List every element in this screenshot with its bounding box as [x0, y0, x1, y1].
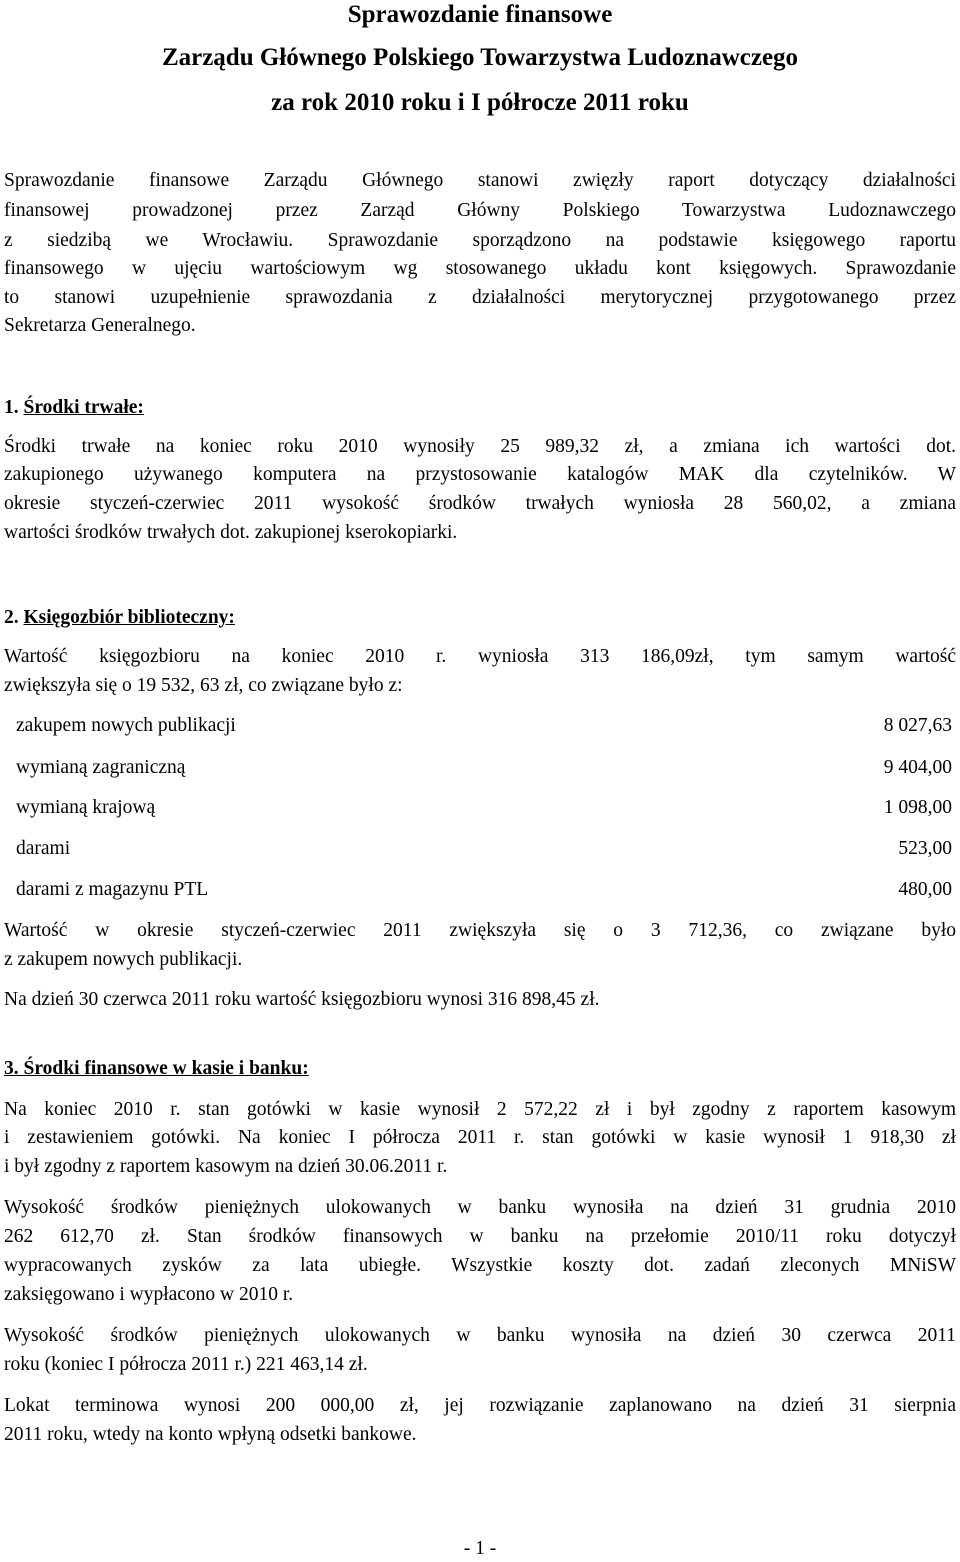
section-2-after-line: Wartość w okresie styczeń-czerwiec 2011 zwiększyła się o 3 712,36, co związane było — [4, 920, 956, 941]
section-2-after-line: z zakupem nowych publikacji. — [4, 949, 243, 970]
section-3-line: wypracowanych zysków za lata ubiegłe. Wszystkie koszty dot. zadań zleconych MNiSW — [4, 1255, 956, 1276]
section-3-line: zaksięgowano i wypłacono w 2010 r. — [4, 1284, 294, 1305]
item-value: 8 027,63 — [883, 715, 952, 736]
book-value-item — [16, 836, 952, 862]
section-3-line: Wysokość środków pieniężnych ulokowanych w banku wynosiła na dzień 30 czerwca 2011 — [4, 1325, 956, 1346]
section-3-line: 2011 roku, wtedy na konto wpłyną odsetki bankowe. — [4, 1424, 417, 1445]
section-3-line: roku (koniec I półrocza 2011 r.) 221 463,14 zł. — [4, 1354, 368, 1375]
section-1-heading — [4, 396, 144, 420]
section-2-line: zwiększyła się o 19 532, 63 zł, co związane było z: — [4, 675, 403, 696]
section-1-number: 1. — [4, 397, 19, 418]
section-2-summary: Na dzień 30 czerwca 2011 roku wartość księgozbioru wynosi 316 898,45 zł. — [4, 989, 600, 1010]
section-3-line: 262 612,70 zł. Stan środków finansowych w banku na przełomie 2010/11 roku dotyczył — [4, 1226, 956, 1247]
section-3-line: Wysokość środków pieniężnych ulokowanych w banku wynosiła na dzień 31 grudnia 2010 — [4, 1197, 956, 1218]
item-label: wymianą zagraniczną — [16, 757, 186, 778]
item-label: wymianą krajową — [16, 797, 156, 818]
section-2-heading — [4, 606, 235, 630]
intro-line: Sekretarza Generalnego. — [4, 315, 196, 336]
section-1-title: Środki trwałe: — [23, 397, 144, 418]
section-1-line: Środki trwałe na koniec roku 2010 wynosiły 25 989,32 zł, a zmiana ich wartości dot. — [4, 436, 956, 457]
item-value: 1 098,00 — [883, 797, 952, 818]
book-value-item — [16, 877, 952, 903]
book-value-item — [16, 755, 952, 781]
section-3-line: i zestawieniem gotówki. Na koniec I półrocza 2011 r. stan gotówki w kasie wynosił 1 918,30 zł — [4, 1127, 956, 1148]
document-title-line-2: Zarządu Głównego Polskiego Towarzystwa Ludoznawczego — [161, 44, 799, 71]
item-value: 523,00 — [898, 838, 952, 859]
section-3-line: Na koniec 2010 r. stan gotówki w kasie wynosił 2 572,22 zł i był zgodny z raportem kasowym — [4, 1099, 956, 1120]
document-title-line-1: Sprawozdanie finansowe — [347, 1, 613, 28]
section-3-heading — [4, 1057, 309, 1081]
item-value: 9 404,00 — [883, 757, 952, 778]
section-3-line: Lokat terminowa wynosi 200 000,00 zł, jej rozwiązanie zaplanowano na dzień 31 sierpnia — [4, 1395, 956, 1416]
section-2-number: 2. — [4, 607, 19, 628]
section-3-title: 3. Środki finansowe w kasie i banku: — [4, 1058, 309, 1079]
section-1-line: okresie styczeń-czerwiec 2011 wysokość środków trwałych wyniosła 28 560,02, a zmiana — [4, 493, 956, 514]
intro-line: finansowego w ujęciu wartościowym wg stosowanego układu kont księgowych. Sprawozdanie — [4, 258, 956, 279]
intro-line: z siedzibą we Wrocławiu. Sprawozdanie sporządzono na podstawie księgowego raportu — [4, 230, 956, 251]
book-value-item — [16, 713, 952, 739]
section-3-line: i był zgodny z raportem kasowym na dzień 30.06.2011 r. — [4, 1156, 448, 1177]
section-1-line: zakupionego używanego komputera na przystosowanie katalogów MAK dla czytelników. W — [4, 464, 956, 485]
page-number: - 1 - — [463, 1538, 497, 1559]
item-value: 480,00 — [898, 879, 952, 900]
section-2-title: Księgozbiór biblioteczny: — [23, 607, 235, 628]
intro-line: finansowej prowadzonej przez Zarząd Główny Polskiego Towarzystwa Ludoznawczego — [4, 200, 956, 221]
document-title-line-3: za rok 2010 roku i I półrocze 2011 roku — [271, 89, 689, 116]
intro-line: Sprawozdanie finansowe Zarządu Głównego stanowi zwięzły raport dotyczący działalności — [4, 170, 956, 191]
item-label: zakupem nowych publikacji — [16, 715, 236, 736]
section-1-line: wartości środków trwałych dot. zakupionej kserokopiarki. — [4, 522, 458, 543]
item-label: darami z magazynu PTL — [16, 879, 209, 900]
intro-line: to stanowi uzupełnienie sprawozdania z działalności merytorycznej przygotowanego przez — [4, 287, 956, 308]
section-2-line: Wartość księgozbioru na koniec 2010 r. wyniosła 313 186,09zł, tym samym wartość — [4, 646, 956, 667]
book-value-item — [16, 795, 952, 821]
item-label: darami — [16, 838, 71, 859]
